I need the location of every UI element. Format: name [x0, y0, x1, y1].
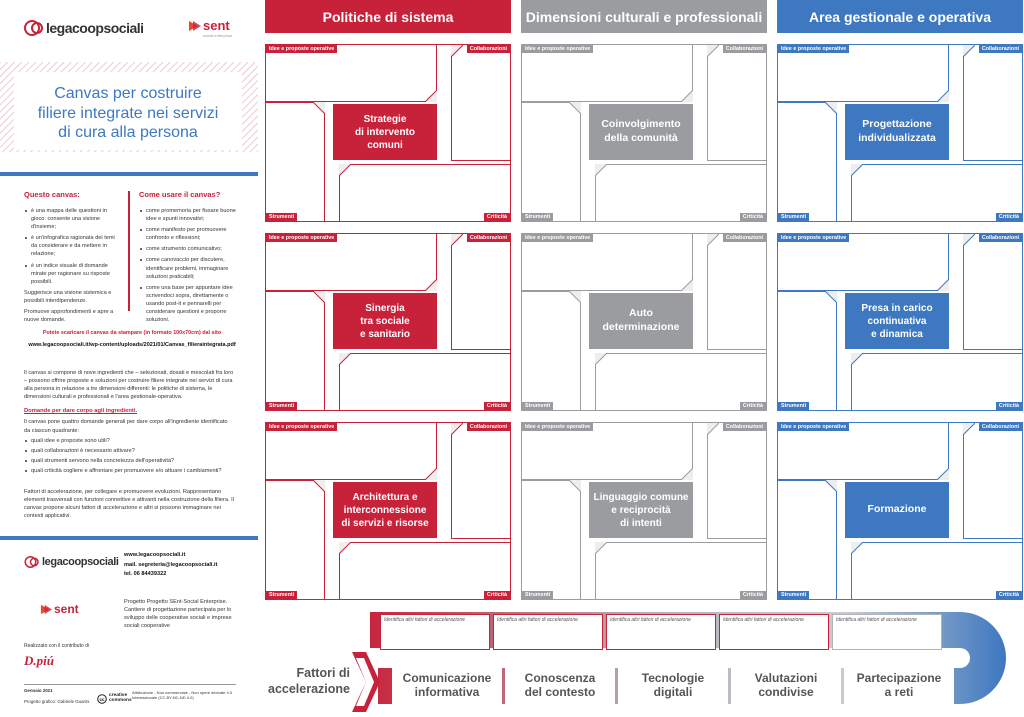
page-fold-icon — [339, 542, 351, 554]
quadrant-cell — [777, 233, 1023, 411]
page-fold-icon — [425, 279, 437, 291]
accel-factor: Tecnologie digitali — [618, 662, 728, 708]
come-heading: Come usare il canvas? — [139, 190, 221, 199]
idee-label: Idee e proposte operative — [522, 234, 593, 242]
come-usare-section — [139, 190, 237, 324]
legacoop-logo-footer: legacoopsociali — [24, 556, 119, 568]
criticita-label: Criticità — [996, 591, 1022, 599]
strumenti-box[interactable] — [266, 480, 325, 599]
page-fold-icon — [825, 102, 837, 114]
idee-label: Idee e proposte operative — [266, 423, 337, 431]
idee-box[interactable] — [522, 45, 693, 102]
realizzato-text: Realizzato con il contributo di — [24, 643, 90, 649]
idee-box[interactable] — [778, 234, 949, 291]
accel-factor: Conoscenza del contesto — [505, 662, 615, 708]
collaborazioni-box[interactable] — [963, 45, 1022, 161]
page-fold-icon — [595, 542, 607, 554]
accel-note-hint: Identifica altri fattori di accelerazione — [610, 617, 691, 623]
divider — [24, 684, 236, 685]
list-item: come canovaccio per discutere, identificare problemi, immaginare soluzioni praticabili; — [139, 256, 237, 280]
list-item: quali idee e proposte sono utili? — [24, 437, 234, 445]
divider — [0, 172, 258, 176]
page-fold-icon — [595, 353, 607, 365]
ingredient-title: Formazione — [845, 482, 949, 538]
page-fold-icon — [313, 291, 325, 303]
collaborazioni-label: Collaborazioni — [723, 234, 766, 242]
page-fold-icon — [339, 164, 351, 176]
collaborazioni-box[interactable] — [707, 234, 766, 350]
quadrant-cell — [777, 44, 1023, 222]
accel-note-hint: Identifica altri fattori di accelerazione — [723, 617, 804, 623]
strumenti-box[interactable] — [266, 102, 325, 221]
collaborazioni-label: Collaborazioni — [979, 423, 1022, 431]
accel-note-hint: Identifica altri fattori di accelerazione — [836, 617, 917, 623]
fattori-text: Fattori di accelerazione, per collegare e promuovere evoluzioni. Rappresentano elementi trasversali con funzioni connettive e attivanti nella costruzione della filiera. Il canvas propone alcuni fattori di accelerazione e altri si possono immaginare nei contesti applicativi. — [24, 489, 234, 520]
ingredient-title: Auto determinazione — [589, 293, 693, 349]
collaborazioni-label: Collaborazioni — [467, 423, 510, 431]
progetto-text: Progetto Progetto SEnt-Social Enterprise. Cantiere di progettazione partecipata per lo sviluppo delle cooperative sociali e imprese sociali cooperative — [124, 599, 232, 630]
list-item: è un'infografica ragionata dei temi da considerare e da mettere in relazione; — [24, 234, 122, 258]
accel-note-hint: Identifica altri fattori di accelerazione — [497, 617, 578, 623]
collaborazioni-label: Collaborazioni — [979, 45, 1022, 53]
sent-logo: sent social enterprise — [188, 18, 232, 38]
ingredient-title: Coinvolgimento della comunità — [589, 104, 693, 160]
collaborazioni-label: Collaborazioni — [723, 45, 766, 53]
creative-commons-icon — [97, 694, 107, 704]
list-item: come promemoria per fissare buone idee e spunti innovativi; — [139, 207, 237, 223]
cc-logo: cc creative commons — [97, 694, 137, 704]
page-fold-icon — [681, 468, 693, 480]
docpiu-logo: D.piú — [24, 653, 54, 668]
page-fold-icon — [963, 234, 975, 246]
footer-date: Gennaio 2021 Progetto grafico: Gabriele Guarini — [24, 688, 90, 705]
idee-label: Idee e proposte operative — [522, 45, 593, 53]
accel-note-box[interactable] — [719, 614, 829, 650]
idee-label: Idee e proposte operative — [778, 45, 849, 53]
questo-canvas-section — [24, 190, 122, 324]
criticita-label: Criticità — [484, 213, 510, 221]
page-fold-icon — [963, 423, 975, 435]
idee-label: Idee e proposte operative — [778, 423, 849, 431]
criticita-label: Criticità — [484, 402, 510, 410]
idee-box[interactable] — [266, 234, 437, 291]
criticita-label: Criticità — [740, 213, 766, 221]
page-fold-icon — [595, 164, 607, 176]
paragraph: Suggerisce una visione sistemica e possibili interdipendenze. — [24, 289, 112, 304]
list-item: come strumento comunicativo; — [139, 245, 237, 253]
quadrant-cell — [265, 44, 511, 222]
accel-title: Fattori di accelerazione — [268, 666, 350, 696]
download-section — [14, 330, 250, 350]
strumenti-label: Strumenti — [778, 213, 809, 221]
strumenti-box[interactable] — [778, 480, 837, 599]
collaborazioni-label: Collaborazioni — [467, 45, 510, 53]
strumenti-box[interactable] — [266, 291, 325, 410]
page-fold-icon — [963, 45, 975, 57]
page-fold-icon — [451, 234, 463, 246]
page-fold-icon — [569, 480, 581, 492]
strumenti-box[interactable] — [522, 480, 581, 599]
accel-note-box[interactable] — [832, 614, 942, 650]
criticita-label: Criticità — [484, 591, 510, 599]
strumenti-label: Strumenti — [266, 213, 297, 221]
page-fold-icon — [339, 353, 351, 365]
domande-section — [24, 407, 234, 475]
collaborazioni-label: Collaborazioni — [467, 234, 510, 242]
list-item: come manifesto per promuovere confronto e riflessioni; — [139, 226, 237, 242]
license-text: Attribuzione - Non commerciale - Non opere derivate 4.0 Internazionale (CC BY-NC-ND 4.0) — [132, 690, 233, 701]
page-fold-icon — [451, 45, 463, 57]
idee-box[interactable] — [266, 423, 437, 480]
collaborazioni-label: Collaborazioni — [723, 423, 766, 431]
collaborazioni-box[interactable] — [707, 423, 766, 539]
criticita-label: Criticità — [740, 402, 766, 410]
sent-logo-footer: sent — [40, 602, 79, 616]
list-item: è una mappa delle questioni in gioco: consente una visione d'insieme; — [24, 207, 122, 231]
collaborazioni-box[interactable] — [963, 234, 1022, 350]
page-fold-icon — [851, 542, 863, 554]
page-fold-icon — [681, 90, 693, 102]
accel-factor: Partecipazione a reti — [844, 662, 954, 708]
strumenti-box[interactable] — [522, 291, 581, 410]
idee-box[interactable] — [522, 423, 693, 480]
page-fold-icon — [681, 279, 693, 291]
left-panel — [0, 0, 258, 717]
strumenti-label: Strumenti — [266, 591, 297, 599]
strumenti-box[interactable] — [522, 102, 581, 221]
collaborazioni-label: Collaborazioni — [979, 234, 1022, 242]
email-link[interactable]: mail. segreteria@legacoopsociali.it — [124, 561, 218, 568]
strumenti-label: Strumenti — [522, 213, 553, 221]
list-item: è un indice visuale di domande mirate per ragionare su risposte possibili. — [24, 262, 122, 286]
page-fold-icon — [937, 468, 949, 480]
collaborazioni-box[interactable] — [707, 45, 766, 161]
ingredient-title: Linguaggio comune e reciprocità di intenti — [589, 482, 693, 538]
page-fold-icon — [851, 353, 863, 365]
column-header: Area gestionale e operativa — [777, 0, 1023, 33]
page-fold-icon — [425, 90, 437, 102]
strumenti-label: Strumenti — [266, 402, 297, 410]
criticita-label: Criticità — [740, 591, 766, 599]
collaborazioni-box[interactable] — [451, 45, 510, 161]
page-fold-icon — [707, 234, 719, 246]
page-fold-icon — [569, 291, 581, 303]
download-link[interactable]: www.legacoopsociali.it/wp-content/uploads/2021/01/Canvas_filieraintegrata.pdf — [28, 341, 236, 348]
idee-box[interactable] — [778, 45, 949, 102]
phone-text: tel. 06 84439322 — [124, 571, 167, 577]
idee-box[interactable] — [522, 234, 693, 291]
accel-factor: Comunicazione informativa — [392, 662, 502, 708]
page-fold-icon — [569, 102, 581, 114]
accel-factor: Valutazioni condivise — [731, 662, 841, 708]
page-fold-icon — [851, 164, 863, 176]
collaborazioni-box[interactable] — [451, 423, 510, 539]
collaborazioni-box[interactable] — [963, 423, 1022, 539]
page-fold-icon — [825, 291, 837, 303]
page-fold-icon — [937, 90, 949, 102]
quadrant-cell — [265, 233, 511, 411]
download-text: Potete scaricare il canvas da stampare (in formato 100x70cm) dal sito — [42, 330, 222, 336]
strumenti-label: Strumenti — [778, 591, 809, 599]
paragraph: Promuove approfondimenti e apre a nuove domande. — [24, 309, 114, 324]
accel-note-box[interactable] — [606, 614, 716, 650]
page-fold-icon — [707, 423, 719, 435]
page-title: Canvas per costruire filiere integrate nei servizi di cura alla persona — [37, 85, 219, 142]
ingredient-title: Sinergia tra sociale e sanitario — [333, 293, 437, 349]
quadrant-cell — [777, 422, 1023, 600]
criticita-label: Criticità — [996, 402, 1022, 410]
accel-note-hint: Identifica altri fattori di accelerazione — [384, 617, 465, 623]
page-fold-icon — [313, 480, 325, 492]
idee-label: Idee e proposte operative — [266, 45, 337, 53]
column-header: Dimensioni culturali e professionali — [521, 0, 767, 33]
strumenti-label: Strumenti — [522, 591, 553, 599]
ingredient-title: Architettura e interconnessione di servizi e risorse — [333, 482, 437, 538]
divider — [128, 191, 130, 311]
page-fold-icon — [313, 102, 325, 114]
page-fold-icon — [451, 423, 463, 435]
domande-heading: Domande per dare corpo agli ingredienti. — [24, 408, 138, 414]
questo-heading: Questo canvas: — [24, 190, 80, 199]
accel-note-box[interactable] — [493, 614, 603, 650]
intro-text: Il canvas si compone di nove ingredienti che – selezionati, dosati e mescolati fra loro – possono offrire proposte e soluzioni per costruire filiere integrate nei servizi di cura alla persona in relazione a tre dimensioni differenti: le politiche di sistema, le dimensioni culturali e professionali e l'area gestionale-operativa. — [24, 370, 234, 401]
strumenti-box[interactable] — [778, 102, 837, 221]
quadrant-cell — [265, 422, 511, 600]
paragraph: Il canvas pone quattro domande generali per dare corpo all'ingrediente identificato da ciascun quadrante: — [24, 419, 228, 434]
quadrant-cell — [521, 233, 767, 411]
quadrant-cell — [521, 422, 767, 600]
collaborazioni-box[interactable] — [451, 234, 510, 350]
legacoop-logo: legacoopsociali — [24, 20, 144, 36]
list-item: quali strumenti servono nella concretezza dell'operatività? — [24, 457, 234, 465]
idee-label: Idee e proposte operative — [266, 234, 337, 242]
ingredient-title: Progettazione individualizzata — [845, 104, 949, 160]
list-item: quali criticità cogliere e affrontare per promuovere e/o attuare i cambiamenti? — [24, 467, 234, 475]
idee-box[interactable] — [778, 423, 949, 480]
strumenti-label: Strumenti — [522, 402, 553, 410]
criticita-label: Criticità — [996, 213, 1022, 221]
contact-block — [124, 551, 217, 580]
list-item: come una base per appuntare idee scrivendoci sopra, direttamente o usando post-it e pennarelli per considerare questioni e proporre soluzioni. — [139, 284, 237, 325]
column-header: Politiche di sistema — [265, 0, 511, 33]
idee-label: Idee e proposte operative — [522, 423, 593, 431]
page-fold-icon — [425, 468, 437, 480]
page-fold-icon — [937, 279, 949, 291]
strumenti-label: Strumenti — [778, 402, 809, 410]
chevron-right-icon — [352, 652, 382, 712]
list-item: quali collaborazioni è necessario attivare? — [24, 447, 234, 455]
idee-box[interactable] — [266, 45, 437, 102]
idee-label: Idee e proposte operative — [778, 234, 849, 242]
accel-note-box[interactable] — [380, 614, 490, 650]
page-fold-icon — [825, 480, 837, 492]
ingredient-title: Strategie di intervento comuni — [333, 104, 437, 160]
divider — [0, 536, 258, 540]
ingredient-title: Presa in carico continuativa e dinamica — [845, 293, 949, 349]
page-fold-icon — [707, 45, 719, 57]
website-link[interactable]: www.legacoopsociali.it — [124, 552, 186, 558]
strumenti-box[interactable] — [778, 291, 837, 410]
quadrant-cell — [521, 44, 767, 222]
title-block — [0, 62, 258, 152]
svg-text:cc: cc — [99, 696, 105, 702]
